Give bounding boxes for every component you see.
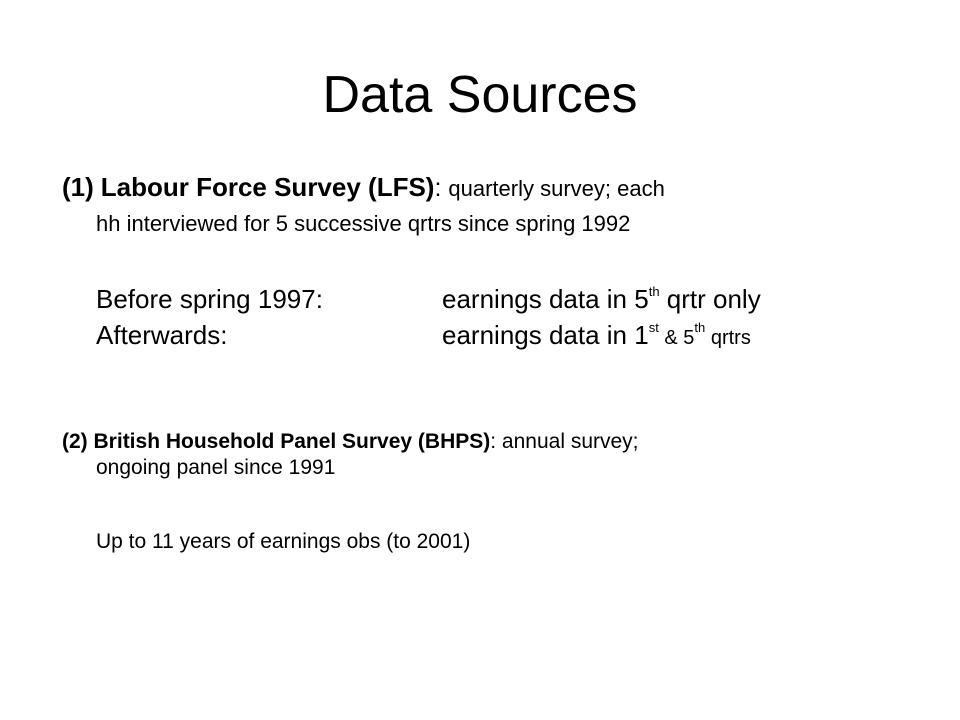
row-label: Before spring 1997: [96,284,323,314]
lfs-colon: : [434,174,442,202]
slide-title: Data Sources [322,66,638,124]
lfs-name: Labour Force Survey (LFS) [100,172,435,202]
bhps-number: (2) [62,430,88,453]
lfs-desc-second: hh interviewed for 5 successive qrtrs since spring 1992 [96,211,631,236]
row-value: earnings data in 1st & 5th qrtrs [442,320,751,350]
bhps-desc-first: : annual survey; [490,430,639,453]
lfs-desc-first: quarterly survey; each [448,176,665,201]
bhps-heading-line [62,428,639,456]
lfs-heading-line [62,170,665,206]
bhps-name: British Household Panel Survey (BHPS) [93,430,491,453]
row-label: Afterwards: [96,320,228,350]
lfs-number: (1) [62,172,94,202]
row-value: earnings data in 5th qrtr only [442,284,761,314]
bhps-desc-second: ongoing panel since 1991 [96,456,336,479]
bhps-note: Up to 11 years of earnings obs (to 2001) [96,530,471,553]
